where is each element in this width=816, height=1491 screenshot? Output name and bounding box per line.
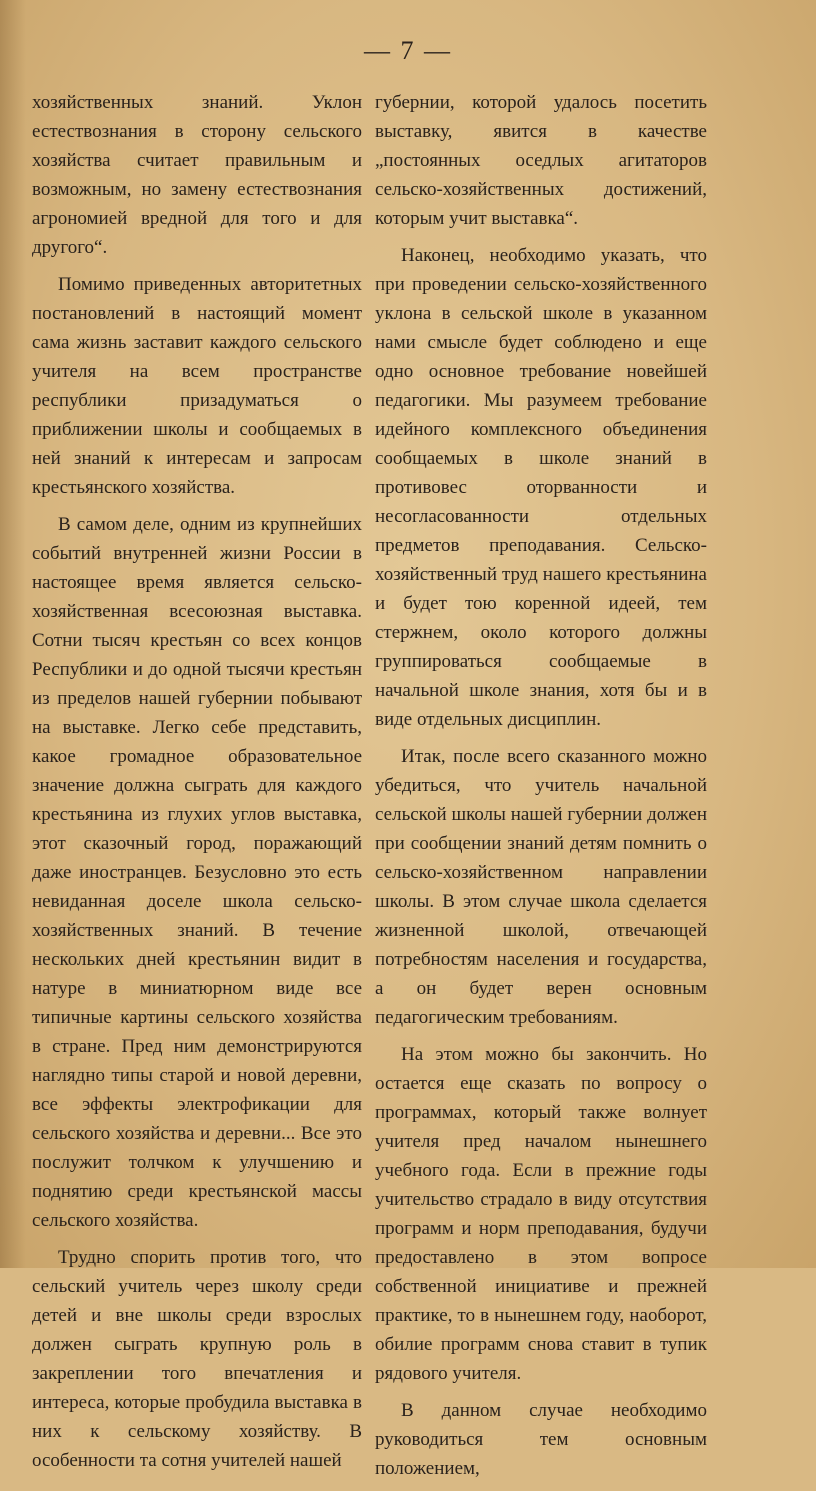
paragraph: В данном случае необходимо руководиться тем основным положением,	[375, 1400, 707, 1479]
left-column	[32, 88, 362, 1483]
paragraph: В самом деле, одним из крупнейших событий внутренней жизни России в настоящее время является сельско-хозяйственная всесоюзная выставка. Сотни тысяч крестьян со всех концов Республики и до одной тысячи крестьян из пределов нашей губернии побывают на выставке. Легко себе представить, какое громадное образовательное значение должна сыграть для каждого крестьянина из глухих углов выставка, этот сказочный город, поражающий даже иностранцев. Безусловно это есть невиданная доселе школа сельско-хозяйственных знаний. В течение нескольких дней крестьянин видит в натуре в миниатюрном виде все типичные картины сельского хозяйства в стране. Пред ним демонстрируются наглядно типы старой и новой деревни, все эффекты электрофикации для сельского хозяйства и деревни... Все это послужит толчком к улучшению и поднятию среди крестьянской массы сельского хозяйства.	[32, 514, 362, 1231]
paragraph: губернии, которой удалось посетить выставку, явится в качестве „постоянных оседлых агитаторов сельско-хозяйственных достижений, которым учит выставка“.	[375, 92, 707, 229]
paragraph: Наконец, необходимо указать, что при проведении сельско-хозяйственного уклона в сельской школе в указанном нами смысле будет соблюдено и еще одно основное требование новейшей педагогики. Мы разумеем требование идейного комплексного объединения сообщаемых в школе знаний в противовес оторванности и несогласованности отдельных предметов преподавания. Сельско-хозяйственный труд нашего крестьянина и будет тою коренной идеей, тем стержнем, около которого должны группироваться сообщаемые в начальной школе знания, хотя бы и в виде отдельных дисциплин.	[375, 245, 707, 730]
paragraph: На этом можно бы закончить. Но остается еще сказать по вопросу о программах, который также волнует учителя пред началом нынешнего учебного года. Если в прежние годы учительство страдало в виду отсутствия программ и норм преподавания, будучи предоставлено в этом вопросе собственной инициативе и прежней практике, то в нынешнем году, наоборот, обилие программ снова ставит в тупик рядового учителя.	[375, 1044, 707, 1384]
right-column	[375, 88, 707, 1491]
paragraph: Итак, после всего сказанного можно убедиться, что учитель начальной сельской школы нашей губернии должен при сообщении знаний детям помнить о сельско-хозяйственном направлении школы. В этом случае школа сделается жизненной школой, отвечающей потребностям населения и государства, а он будет верен основным педагогическим требованиям.	[375, 746, 707, 1028]
page-fold-shadow	[0, 0, 26, 1268]
paragraph: Трудно спорить против того, что сельский учитель через школу среди детей и вне школы среди взрослых должен сыграть крупную роль в закреплении того впечатления и интереса, которые пробудила выставка в них к сельскому хозяйству. В особенности та сотня учителей нашей	[32, 1247, 362, 1471]
page-number: — 7 —	[364, 36, 452, 65]
paragraph: Помимо приведенных авторитетных постановлений в настоящий момент сама жизнь заставит каждого сельского учителя на всем пространстве республики призадуматься о приближении школы и сообщаемых в ней знаний к интересам и запросам крестьянского хозяйства.	[32, 274, 362, 498]
paragraph: хозяйственных знаний. Уклон естествознания в сторону сельского хозяйства считает правильным и возможным, но замену естествознания агрономией вредной для того и для другого“.	[32, 92, 362, 258]
